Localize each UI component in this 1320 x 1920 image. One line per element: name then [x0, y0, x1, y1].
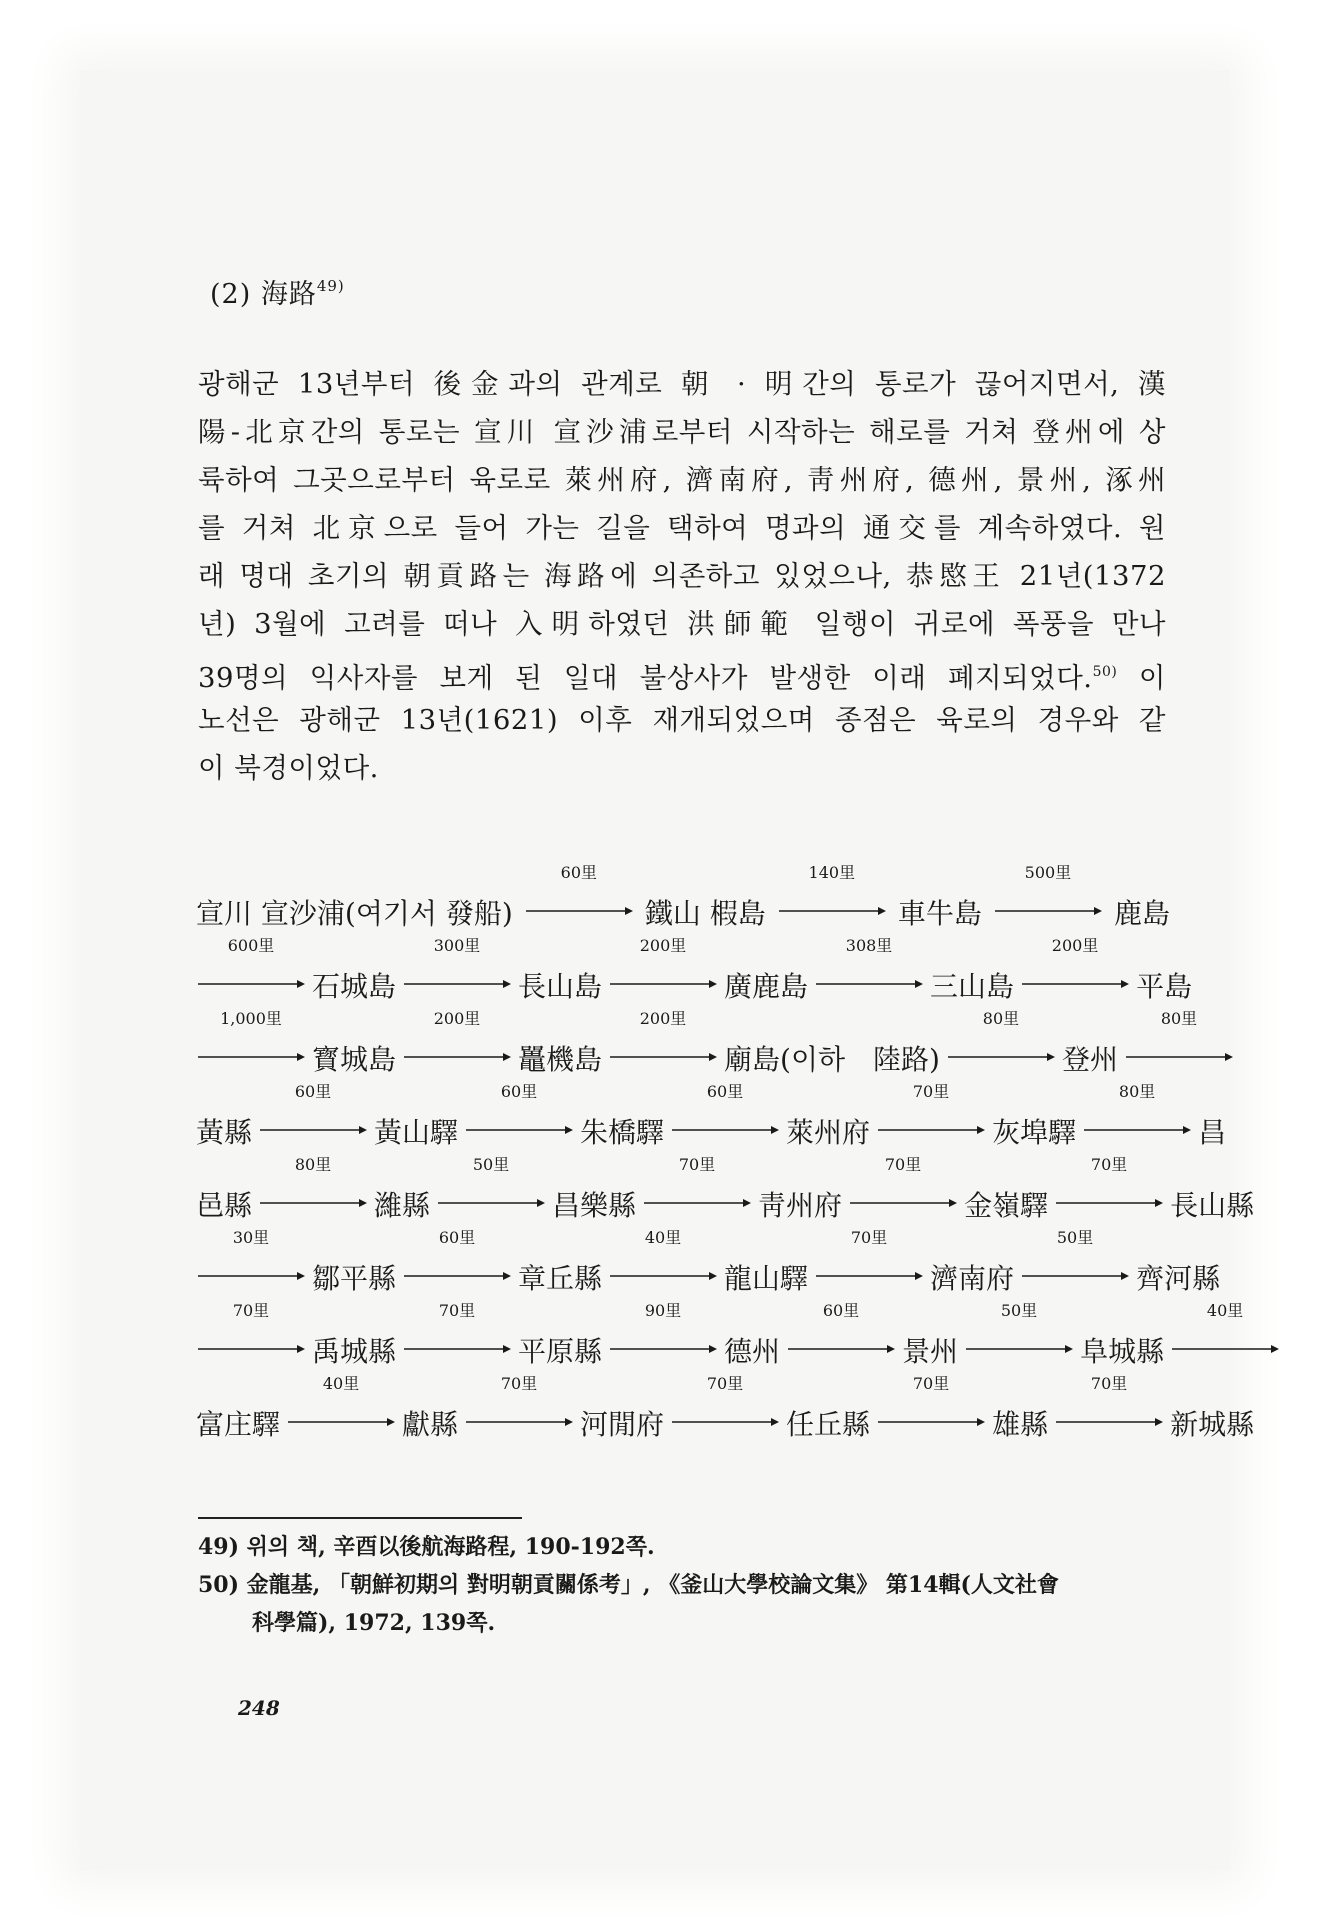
route-arrow-icon: [196, 1271, 306, 1281]
route-arrow-icon: [848, 1198, 958, 1208]
body-line-text: 39명의 익사자를 보게 된 일대 불상사가 발생한 이래 폐지되었다.: [198, 662, 1093, 694]
body-line: [198, 648, 1166, 696]
body-line: 년) 3월에 고려를 떠나 入明하였던 洪師範 일행이 귀로에 폭풍을 만나: [198, 608, 1166, 640]
route-stop: 宣川 宣沙浦(여기서 發船): [196, 897, 513, 930]
route-stop: 濟南府: [930, 1262, 1015, 1295]
body-line: 이 북경이었다.: [198, 752, 379, 784]
route-distance: 70里: [1090, 1155, 1128, 1174]
route-arrow-icon: [1054, 1198, 1164, 1208]
route-distance: 40里: [644, 1228, 682, 1247]
route-segment: [608, 1006, 718, 1070]
route-stop: 獻縣: [402, 1408, 459, 1441]
route-stop: 廟島(이하 陸路): [724, 1043, 940, 1076]
route-arrow-icon: [814, 1271, 924, 1281]
route-stop: 黃山驛: [374, 1116, 459, 1149]
route-arrow-icon: [436, 1198, 546, 1208]
route-arrow-icon: [196, 1344, 306, 1354]
route-distance: 90里: [644, 1301, 682, 1320]
footnote-divider: [198, 1517, 522, 1519]
route-segment: [964, 1298, 1074, 1362]
route-segment: [196, 1298, 306, 1362]
route-distance: 70里: [912, 1082, 950, 1101]
route-arrow-icon: [1124, 1052, 1234, 1062]
route-distance: 140里: [808, 863, 856, 882]
route-arrow-icon: [786, 1344, 896, 1354]
route-segment: [1054, 1371, 1164, 1435]
route-distance: 50里: [472, 1155, 510, 1174]
route-distance: 60里: [706, 1082, 744, 1101]
route-stop: 新城縣: [1170, 1408, 1255, 1441]
route-segment: [777, 860, 887, 924]
route-stop: 龍山驛: [724, 1262, 809, 1295]
route-segment: [402, 1006, 512, 1070]
route-stop: 長山島: [518, 970, 603, 1003]
route-segment: [1170, 1298, 1280, 1362]
route-distance: 50里: [1000, 1301, 1038, 1320]
route-arrow-icon: [1020, 1271, 1130, 1281]
route-distance: 50里: [1056, 1228, 1094, 1247]
heading-title: 海路: [260, 279, 317, 310]
route-stop: 景州: [902, 1335, 959, 1368]
route-distance: 300里: [433, 936, 481, 955]
route-distance: 600里: [227, 936, 275, 955]
route-distance: 30里: [232, 1228, 270, 1247]
route-segment: [670, 1079, 780, 1143]
route-arrow-icon: [524, 906, 634, 916]
route-row: [196, 1369, 1255, 1442]
route-distance: 308里: [845, 936, 893, 955]
route-stop: 鹿島: [1113, 897, 1170, 930]
route-distance: 70里: [706, 1374, 744, 1393]
route-stop: 寳城島: [312, 1043, 397, 1076]
route-segment: [402, 1298, 512, 1362]
body-line: 광해군 13년부터 後金과의 관계로 朝 · 明간의 통로가 끊어지면서, 漢: [198, 368, 1166, 400]
route-arrow-icon: [876, 1417, 986, 1427]
route-arrow-icon: [196, 979, 306, 989]
route-distance: 1,000里: [220, 1009, 282, 1028]
route-distance: 200里: [639, 1009, 687, 1028]
route-distance: 70里: [438, 1301, 476, 1320]
route-arrow-icon: [670, 1417, 780, 1427]
route-stop: 靑州府: [758, 1189, 843, 1222]
route-segment: [1054, 1152, 1164, 1216]
route-stop: 萊州府: [786, 1116, 871, 1149]
route-arrow-icon: [608, 1052, 718, 1062]
route-distance: 70里: [500, 1374, 538, 1393]
route-stop: 黃縣: [196, 1116, 253, 1149]
route-arrow-icon: [946, 1052, 1056, 1062]
route-distance: 40里: [322, 1374, 360, 1393]
route-stop: 昌樂縣: [552, 1189, 637, 1222]
route-distance: 60里: [438, 1228, 476, 1247]
route-arrow-icon: [670, 1125, 780, 1135]
route-arrow-icon: [993, 906, 1103, 916]
route-segment: [946, 1006, 1056, 1070]
route-segment: [608, 1298, 718, 1362]
route-stop: 灰埠驛: [992, 1116, 1077, 1149]
route-segment: [786, 1298, 896, 1362]
route-arrow-icon: [286, 1417, 396, 1427]
route-row: [196, 1004, 1198, 1077]
route-segment: [670, 1371, 780, 1435]
route-stop: 禹城縣: [312, 1335, 397, 1368]
route-distance: 80里: [294, 1155, 332, 1174]
route-row: [196, 931, 1193, 1004]
route-arrow-icon: [1054, 1417, 1164, 1427]
route-arrow-icon: [402, 1271, 512, 1281]
route-distance: 80里: [982, 1009, 1020, 1028]
route-arrow-icon: [196, 1052, 306, 1062]
route-segment: [402, 1225, 512, 1289]
body-line: 노선은 광해군 13년(1621) 이후 재개되었으며 종점은 육로의 경우와 같: [198, 704, 1166, 736]
route-segment: [196, 933, 306, 997]
heading-number: (2): [210, 279, 252, 310]
route-stop: 車牛島: [897, 897, 982, 930]
route-stop: 鐵山 椵島: [644, 897, 766, 930]
body-paragraph: [198, 360, 1166, 792]
route-distance: 70里: [912, 1374, 950, 1393]
route-arrow-icon: [1082, 1125, 1192, 1135]
body-line: 를 거쳐 北京으로 들어 가는 길을 택하여 명과의 通交를 계속하였다. 원: [198, 512, 1166, 544]
route-stop: 登州: [1061, 1043, 1118, 1076]
route-arrow-icon: [258, 1198, 368, 1208]
footnotes: [198, 1528, 1178, 1642]
route-segment: [196, 1225, 306, 1289]
route-distance: 200里: [433, 1009, 481, 1028]
route-segment: [642, 1152, 752, 1216]
route-stop: 濰縣: [374, 1189, 431, 1222]
route-distance: 200里: [639, 936, 687, 955]
route-arrow-icon: [464, 1417, 574, 1427]
route-stop: 富庄驛: [196, 1408, 281, 1441]
route-segment: [402, 933, 512, 997]
route-arrow-icon: [1170, 1344, 1280, 1354]
route-distance: 70里: [678, 1155, 716, 1174]
route-distance: 200里: [1051, 936, 1099, 955]
route-distance: 60里: [822, 1301, 860, 1320]
route-stop: 廣鹿島: [724, 970, 809, 1003]
route-stop: 章丘縣: [518, 1262, 603, 1295]
route-arrow-icon: [608, 1271, 718, 1281]
route-arrow-icon: [876, 1125, 986, 1135]
route-segment: [1124, 1006, 1234, 1070]
route-segment: [1082, 1079, 1192, 1143]
route-segment: [436, 1152, 546, 1216]
route-arrow-icon: [608, 1344, 718, 1354]
route-segment: [814, 933, 924, 997]
body-line-tail: 이: [1117, 662, 1166, 694]
route-stop: 長山縣: [1170, 1189, 1255, 1222]
route-stop: 石城島: [312, 970, 397, 1003]
route-segment: [464, 1079, 574, 1143]
route-distance: 500里: [1024, 863, 1072, 882]
route-arrow-icon: [964, 1344, 1074, 1354]
route-segment: [258, 1152, 368, 1216]
route-segment: [608, 933, 718, 997]
route-distance: 70里: [850, 1228, 888, 1247]
route-stop: 雄縣: [992, 1408, 1049, 1441]
route-distance: 70里: [232, 1301, 270, 1320]
route-row: [196, 858, 1170, 931]
route-segment: [286, 1371, 396, 1435]
route-stop: 齊河縣: [1136, 1262, 1221, 1295]
route-distance: 60里: [294, 1082, 332, 1101]
route-arrow-icon: [608, 979, 718, 989]
route-segment: [524, 860, 634, 924]
route-stop: 三山島: [930, 970, 1015, 1003]
route-arrow-icon: [464, 1125, 574, 1135]
route-stop: 平島: [1136, 970, 1193, 1003]
route-distance: 70里: [884, 1155, 922, 1174]
route-arrow-icon: [402, 1052, 512, 1062]
route-row: [196, 1223, 1221, 1296]
footnote-49: 49) 위의 책, 辛酉以後航海路程, 190-192쪽.: [198, 1534, 655, 1560]
route-segment: [196, 1006, 306, 1070]
body-line: 래 명대 초기의 朝貢路는 海路에 의존하고 있었으나, 恭愍王 21년(1372: [198, 560, 1166, 592]
footnote-ref: 50): [1092, 664, 1118, 680]
route-row: [196, 1296, 1244, 1369]
route-arrow-icon: [258, 1125, 368, 1135]
route-stop: 邑縣: [196, 1189, 253, 1222]
route-distance: 40里: [1206, 1301, 1244, 1320]
route-distance: 60里: [560, 863, 598, 882]
route-distance: 80里: [1118, 1082, 1156, 1101]
route-segment: [993, 860, 1103, 924]
route-row: [196, 1150, 1255, 1223]
route-segment: [814, 1225, 924, 1289]
route-segment: [608, 1225, 718, 1289]
route-stop: 金嶺驛: [964, 1189, 1049, 1222]
route-stop: 鄒平縣: [312, 1262, 397, 1295]
route-segment: [876, 1371, 986, 1435]
route-segment: [876, 1079, 986, 1143]
route-arrow-icon: [814, 979, 924, 989]
route-arrow-icon: [402, 1344, 512, 1354]
route-arrow-icon: [402, 979, 512, 989]
route-stop: 鼉機島: [518, 1043, 603, 1076]
route-segment: [464, 1371, 574, 1435]
body-line: 陽-北京간의 통로는 宣川 宣沙浦로부터 시작하는 해로를 거쳐 登州에 상: [198, 416, 1166, 448]
section-heading: [210, 272, 345, 311]
route-segment: [848, 1152, 958, 1216]
route-stop: 德州: [724, 1335, 781, 1368]
route-segment: [258, 1079, 368, 1143]
route-segment: [1020, 933, 1130, 997]
route-stop: 昌: [1198, 1116, 1227, 1149]
heading-footnote-ref: 49): [316, 277, 345, 295]
route-arrow-icon: [642, 1198, 752, 1208]
route-stop: 朱橋驛: [580, 1116, 665, 1149]
route-row: [196, 1077, 1227, 1150]
route-arrow-icon: [1020, 979, 1130, 989]
route-stop: 任丘縣: [786, 1408, 871, 1441]
route-arrow-icon: [777, 906, 887, 916]
body-line: 륙하여 그곳으로부터 육로로 萊州府, 濟南府, 靑州府, 德州, 景州, 涿州: [198, 464, 1166, 496]
footnote-50-continued: 科學篇), 1972, 139쪽.: [252, 1610, 496, 1636]
route-stop: 平原縣: [518, 1335, 603, 1368]
route-distance: 60里: [500, 1082, 538, 1101]
route-stop: 河閒府: [580, 1408, 665, 1441]
route-distance: 80里: [1160, 1009, 1198, 1028]
route-stop: 阜城縣: [1080, 1335, 1165, 1368]
page-number: 248: [238, 1696, 280, 1720]
route-distance: 70里: [1090, 1374, 1128, 1393]
route-diagram: [196, 858, 1255, 1442]
footnote-50: 50) 金龍基, 「朝鮮初期의 對明朝貢關係考」, 《釜山大學校論文集》 第14輯(人文社會: [198, 1572, 1059, 1598]
route-segment: [1020, 1225, 1130, 1289]
